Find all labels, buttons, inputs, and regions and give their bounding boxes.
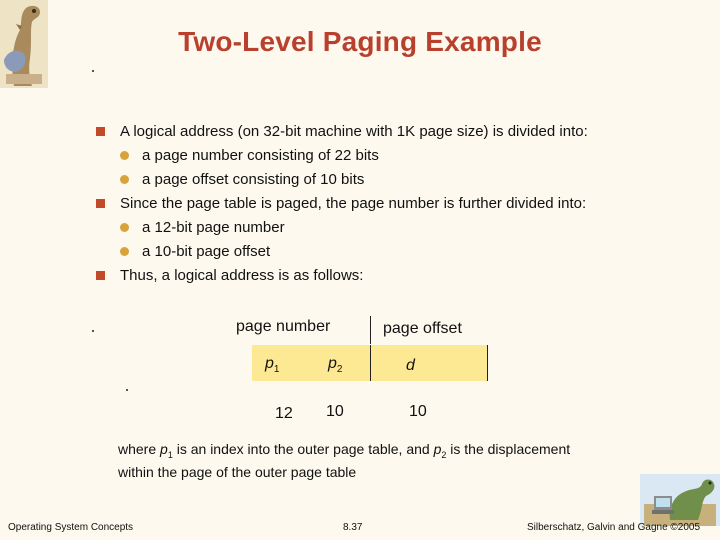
footer-copyright: Silberschatz, Galvin and Gagne ©2005 xyxy=(527,522,701,533)
square-bullet-icon xyxy=(96,271,105,280)
bits-p2: 10 xyxy=(326,403,344,420)
square-bullet-icon xyxy=(96,199,105,208)
circle-bullet-icon xyxy=(120,175,129,184)
page-number-header: page number xyxy=(236,318,331,335)
explanation-note xyxy=(118,441,658,481)
footer-page-number: 8.37 xyxy=(343,522,363,533)
circle-bullet-icon xyxy=(120,223,129,232)
sub-bullet-text: a 12-bit page number xyxy=(142,219,285,236)
box-right-edge xyxy=(487,345,488,381)
circle-bullet-icon xyxy=(120,247,129,256)
square-bullet-icon xyxy=(96,127,105,136)
bullet-text: A logical address (on 32-bit machine with 1K page size) is divided into: xyxy=(120,123,588,140)
dinosaur-computer-icon xyxy=(640,474,720,526)
decor-dot xyxy=(126,389,128,391)
footer-book-title: Operating System Concepts xyxy=(8,522,134,533)
page-offset-header: page offset xyxy=(383,320,462,337)
field-d: d xyxy=(406,357,415,374)
bits-p1: 12 xyxy=(275,405,293,422)
note-line-2: within the page of the outer page table xyxy=(118,463,357,480)
bits-d: 10 xyxy=(409,403,427,420)
field-p1: $p_1$ xyxy=(265,355,280,376)
note-line-1: where $p_1$ is an index into the outer page table, and $p_2$ is the displacement xyxy=(118,441,571,460)
sub-bullet-text: a page number consisting of 22 bits xyxy=(142,147,379,164)
header-divider xyxy=(370,316,371,344)
circle-bullet-icon xyxy=(120,151,129,160)
decor-dot xyxy=(92,70,94,72)
sub-bullet-text: a page offset consisting of 10 bits xyxy=(142,171,365,188)
slide-title: Two-Level Paging Example xyxy=(178,26,542,57)
bullet-text: Since the page table is paged, the page number is further divided into: xyxy=(120,195,587,212)
field-p2: $p_2$ xyxy=(328,355,343,376)
bullet-text: Thus, a logical address is as follows: xyxy=(120,267,364,284)
sub-bullet-text: a 10-bit page offset xyxy=(142,243,271,260)
field-divider xyxy=(370,345,371,381)
decor-dot xyxy=(92,330,94,332)
